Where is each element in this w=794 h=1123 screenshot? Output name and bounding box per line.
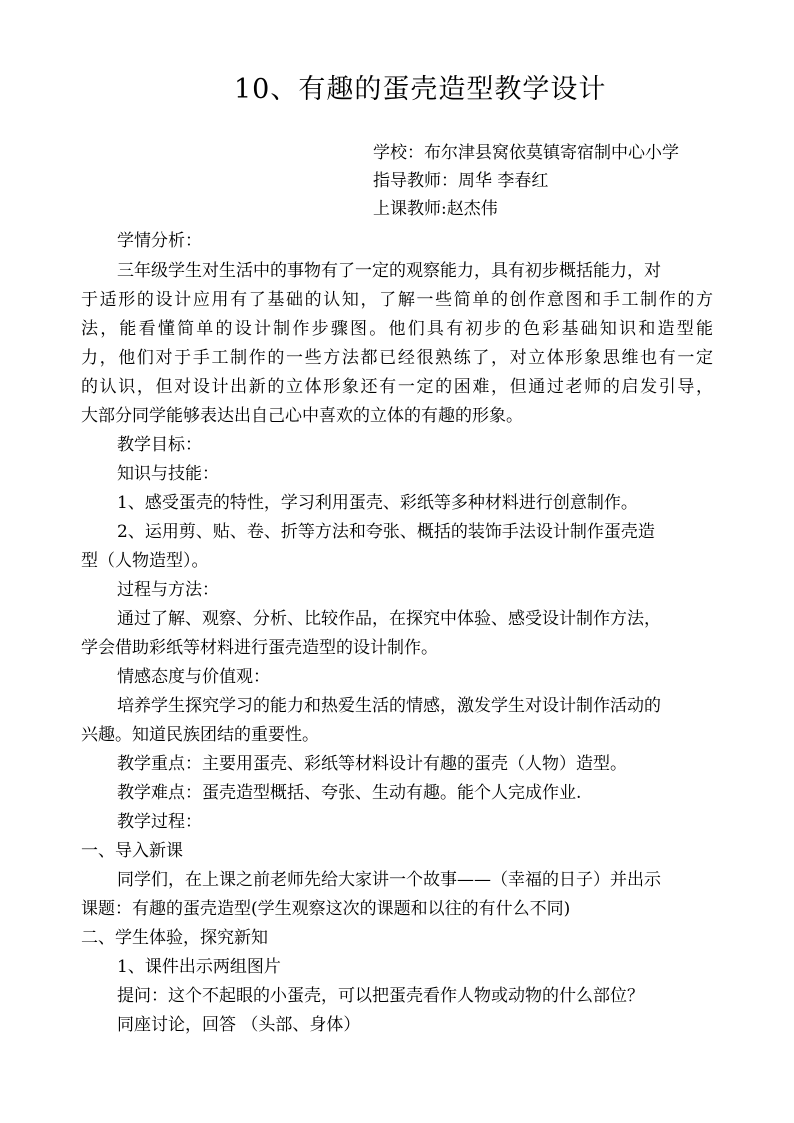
key-point: 教学重点：主要用蛋壳、彩纸等材料设计有趣的蛋壳（人物）造型。 bbox=[117, 754, 627, 774]
paragraph-line: 课题：有趣的蛋壳造型(学生观察这次的课题和以往的有什么不同) bbox=[81, 899, 571, 919]
section-heading: 二、学生体验，探究新知 bbox=[81, 928, 268, 948]
paragraph-line: 法，能看懂简单的设计制作步骤图。他们具有初步的色彩基础知识和造型能 bbox=[81, 319, 713, 339]
list-item: 型（人物造型）。 bbox=[81, 551, 209, 571]
subsection-heading: 过程与方法： bbox=[117, 580, 219, 600]
paragraph-line: 提问：这个不起眼的小蛋壳，可以把蛋壳看作人物或动物的什么部位？ bbox=[117, 986, 644, 1006]
advisor-info: 指导教师：周华 李春红 bbox=[373, 171, 549, 191]
paragraph-line: 兴趣。知道民族团结的重要性。 bbox=[81, 725, 319, 745]
teacher-info: 上课教师:赵杰伟 bbox=[373, 199, 498, 219]
section-heading: 一、导入新课 bbox=[81, 841, 183, 861]
school-info: 学校：布尔津县窝依莫镇寄宿制中心小学 bbox=[373, 143, 679, 163]
paragraph-line: 同座讨论，回答 （头部、身体） bbox=[117, 1015, 361, 1035]
paragraph-line: 三年级学生对生活中的事物有了一定的观察能力，具有初步概括能力，对 bbox=[117, 261, 661, 281]
section-heading: 教学过程： bbox=[117, 812, 202, 832]
difficult-point: 教学难点：蛋壳造型概括、夸张、生动有趣。能个人完成作业. bbox=[117, 783, 582, 803]
list-item: 2、运用剪、贴、卷、折等方法和夸张、概括的装饰手法设计制作蛋壳造 bbox=[117, 522, 655, 542]
document-title: 10、有趣的蛋壳造型教学设计 bbox=[234, 74, 607, 105]
paragraph-line: 通过了解、观察、分析、比较作品，在探究中体验、感受设计制作方法， bbox=[117, 609, 661, 629]
list-item: 1、感受蛋壳的特性，学习利用蛋壳、彩纸等多种材料进行创意制作。 bbox=[117, 493, 638, 513]
paragraph-line: 大部分同学能够表达出自己心中喜欢的立体的有趣的形象。 bbox=[81, 406, 523, 426]
paragraph-line: 培养学生探究学习的能力和热爱生活的情感，激发学生对设计制作活动的 bbox=[117, 696, 661, 716]
section-heading: 教学目标： bbox=[117, 435, 202, 455]
paragraph-line: 同学们，在上课之前老师先给大家讲一个故事——（幸福的日子）并出示 bbox=[117, 870, 661, 890]
paragraph-line: 力，他们对于手工制作的一些方法都已经很熟练了，对立体形象思维也有一定 bbox=[81, 348, 713, 368]
subsection-heading: 知识与技能： bbox=[117, 464, 219, 484]
paragraph-line: 的认识，但对设计出新的立体形象还有一定的困难，但通过老师的启发引导， bbox=[81, 377, 713, 397]
list-item: 1、课件出示两组图片 bbox=[117, 957, 281, 977]
paragraph-line: 学会借助彩纸等材料进行蛋壳造型的设计制作。 bbox=[81, 638, 438, 658]
subsection-heading: 情感态度与价值观： bbox=[117, 667, 270, 687]
paragraph-line: 于适形的设计应用有了基础的认知，了解一些简单的创作意图和手工制作的方 bbox=[81, 290, 713, 310]
section-heading: 学情分析： bbox=[117, 231, 202, 251]
